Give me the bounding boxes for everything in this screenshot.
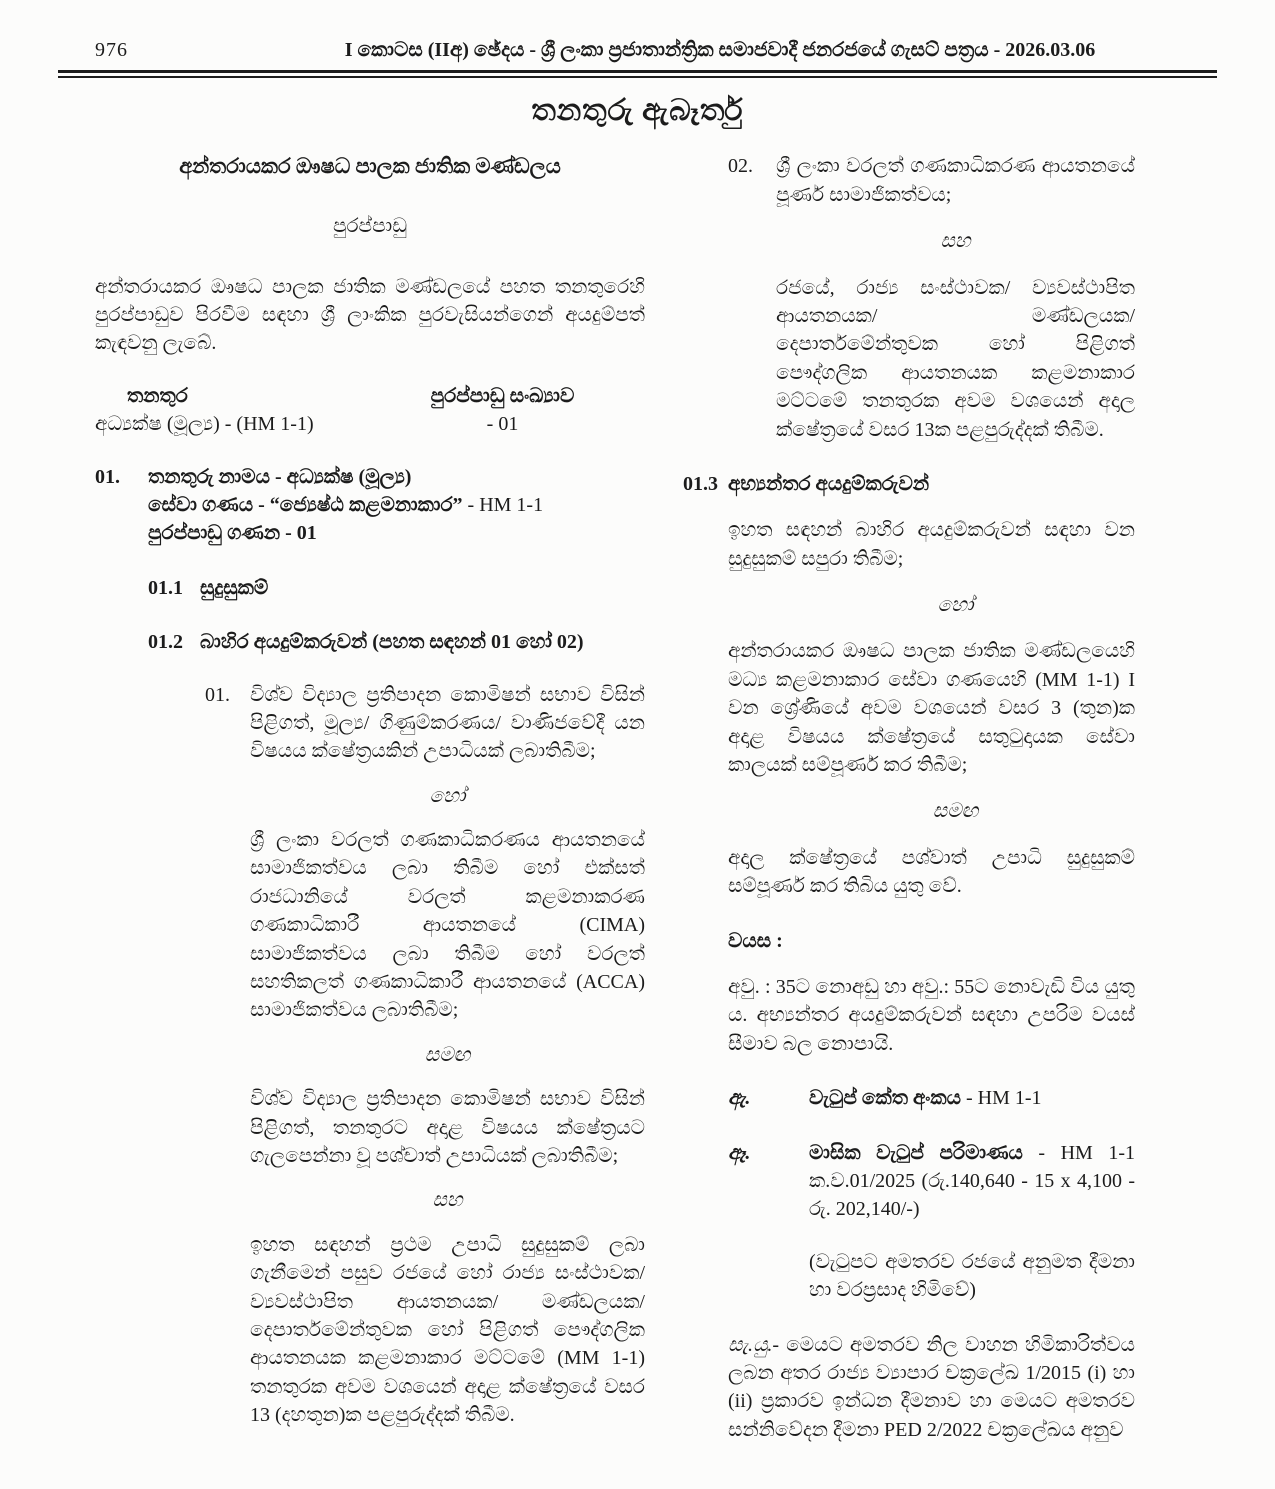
salary-code-value: - HM 1-1 — [961, 1087, 1042, 1110]
postgraduate-requirement-paragraph: අදාල ක්ෂේත්‍රයේ පශ්වාත් උපාධි සුදුසුකම් සම්පූර්ණ කර තිබිය යුතු වේ. — [728, 846, 1135, 898]
section-01-body — [148, 463, 645, 548]
qualification-item-01-number: 01. — [205, 683, 230, 706]
age-limit-paragraph: අවු. : 35ට නොඅඩු හා අවු.: 55ට නොවැඩි විය යුතු ය. අභ්‍යන්තර අයදුම්කරුවන් සඳහා උපරිම වයස් සීමාව බල නොපායි. — [728, 975, 1135, 1055]
allowance-note: (වැටුපට අමතරව රජයේ අනුමත දීමනා හා වරප්‍රසාද හිමිවේ) — [809, 1250, 1135, 1302]
salary-scale-item — [728, 1139, 1135, 1224]
special-note-text: මෙයට අමතරව නිල වාහන හිමිකාරිත්වය ලබන අතර රාජ්‍ය ව්‍යාපාර චක්‍රලේඛ 1/2015 (i) හා (ii) ප්‍රකාරව ඉන්ධන දීමනාව හා මෙයට අමතරව සන්නිවේදන දීමනා PED 2/2022 චක්‍රලේඛය අනුව — [728, 1333, 1135, 1441]
salary-code-item — [728, 1084, 1135, 1112]
post-name-cell: අධ්‍යක්ෂ (මූල්‍ය) - (HM 1-1) — [95, 413, 314, 436]
qualification-item-01 — [95, 681, 645, 766]
salary-scale-line — [809, 1139, 1135, 1224]
vacancy-count-cell: - 01 — [486, 413, 519, 436]
vacancy-table-row — [95, 410, 645, 438]
section-012-title: බාහිර අයදුම්කරුවන් (පහත සඳහන් 01 හෝ 02) — [200, 631, 584, 654]
post-column-header: තනතුර — [127, 384, 188, 407]
left-column — [95, 152, 645, 1444]
qualification-item-01-text: විශ්ව විද්‍යාල ප්‍රතිපාදන කොමිෂන් සභාව විසින් පිළිගත්, මූල්‍ය/ ගිණුම්කරණය/ වාණිජවේදී යන විෂයය ක්ෂේත්‍රයකින් උපාධියක් ලබාතිබීම; — [250, 683, 645, 763]
conjunction-and: සහ — [432, 1189, 463, 1212]
conjunction-with: සමඟ — [424, 1043, 471, 1066]
section-011-number: 01.1 — [148, 576, 183, 599]
section-013-title: අභ්‍යන්තර අයදුම්කරුවන් — [728, 472, 930, 495]
section-012-external-applicants — [95, 628, 645, 656]
conjunction-and-right: සහ — [940, 230, 971, 253]
qualification-item-02-text: ශ්‍රී ලංකා වරලත් ගණකාධිකරණ ආයතනයේ පූර්ණ සාමාජිකත්වය; — [776, 155, 1135, 206]
vacancy-table-header-row — [95, 382, 645, 410]
conjunction-with-right: සමඟ — [932, 800, 979, 823]
special-note-paragraph — [728, 1331, 1135, 1445]
service-grade-code: - HM 1-1 — [462, 493, 544, 516]
intro-paragraph: අන්තරායකර ඖෂධ පාලක ජාතික මණ්ඩලයේ පහත තනතුරෙහි පුරප්පාඩුව පිරවීම සඳහා ශ්‍රී ලාංකික පුරවැසියන්ගෙන් අයදුම්පත් කැඳවනු ලැබේ. — [95, 275, 645, 355]
qualification-item-02-number: 02. — [728, 155, 753, 178]
salary-code-line — [809, 1084, 1135, 1112]
salary-code-label: වැටුප් කේත අංකය — [809, 1087, 961, 1110]
cima-membership-paragraph: ශ්‍රී ලංකා වරලත් ගණකාධිකරණය ආයතනයේ සාමාජිකත්වය ලබා තිබීම හෝ එක්සත් රාජධානියේ වරලත් කළමනාකරණ ගණකාධිකාරී ආයතනයේ (CIMA) සාමාජිකත්වය ලබා තිබීම හෝ වරලත් සහතිකලත් ගණකාධිකාරී ආයතනයේ (ACCA) සාමාජිකත්වය ලබාතිබීම; — [250, 829, 645, 1022]
salary-code-marker: ඇ. — [728, 1087, 751, 1110]
special-note-marker: සැ.යු.- — [728, 1333, 780, 1356]
experience-paragraph-right: රජයේ, රාජ්‍ය සංස්ථාවක/ ව්‍යවස්ථාපිත ආයතනයක/ මණ්ඩලයක/දෙපාර්තමේන්තුවක හෝ පිළිගත් පෞද්ගලික ආයතනයක කළමනාකාර මට්ටමේ තනතුරක අවම වශයෙන් අදාල ක්ෂේත්‍රයේ වසර 13ක පළපුරුද්දක් තිබීම. — [776, 276, 1135, 441]
gazette-header-line: I කොටස (IIඅ) ඡේදය - ශ්‍රී ලංකා ප්‍රජාතාන්ත්‍රික සමාජවාදී ජනරජයේ ගැසට් පත්‍රය - 2026.03.06 — [344, 39, 1096, 61]
qualification-item-02 — [683, 152, 1135, 209]
internal-service-paragraph: අන්තරායකර ඖෂධ පාලක ජාතික මණ්ඩලයෙහි මධ්‍ය කළමනාකාර සේවා ගණයෙහි (MM 1-1) I වන ශ්‍රේණියේ අවම වශයෙන් වසර 3 (තුන)ක අදාළ විෂයය ක්ෂේත්‍රයේ සතුටුදායක සේවා කාලයක් සම්පූර්ණ කර තිබීම; — [728, 640, 1135, 777]
service-grade-bold: සේවා ගණය - “ජ්‍යෙෂ්ඨ කළමනාකාර” — [148, 493, 463, 516]
experience-paragraph: ඉහත සඳහන් ප්‍රථම උපාධි සුදුසුකම් ලබා ගැනීමෙන් පසුව රජයේ හෝ රාජ්‍ය සංස්ථාවක/ ව්‍යවස්ථාපිත ආයතනයක/ මණ්ඩලයක/ දෙපාර්තමේන්තුවක හෝ පිළිගත් පෞද්ගලික ආයතනයක කළමනාකාර මට්ටමේ (MM 1-1) තනතුරක අවම වශයෙන් අදාළ ක්ෂේත්‍රයේ වසර 13 (දහතුන)ක පළපුරුද්දක් තිබීම. — [250, 1233, 645, 1427]
content-columns — [0, 152, 1275, 1444]
section-011-title: සුදුසුකම් — [200, 576, 269, 599]
section-013-internal-applicants — [683, 470, 1135, 498]
post-title-line: තනතුරු නාමය - අධ්‍යක්ෂ (මූල්‍ය) — [148, 465, 412, 488]
header-divider-rule — [58, 70, 1217, 78]
salary-scale-value: - HM 1-1 ක.ව.01/2025 (රු.140,640 - 15 x 4,100 - රු. 202,140/-) — [809, 1141, 1135, 1221]
vacancy-table — [95, 382, 645, 439]
external-qualifications-paragraph: ඉහත සඳහන් බාහිර අයදුම්කරුවන් සඳහා වන සුදුසුකම් සපුරා තිබීම; — [728, 519, 1135, 570]
salary-scale-marker: ඈ. — [728, 1141, 751, 1164]
section-011-qualifications — [95, 574, 645, 602]
vacancies-subtitle: පුරප්පාඩු — [332, 215, 408, 238]
conjunction-or-right: හෝ — [937, 594, 974, 617]
conjunction-or: හෝ — [429, 784, 466, 807]
section-01-number: 01. — [95, 465, 120, 488]
page-number: 976 — [95, 39, 128, 61]
document-title: තනතුරු ඇබෑර්තු — [531, 94, 744, 128]
organization-title: අන්තරායකර ඖෂධ පාලක ජාතික මණ්ඩලය — [179, 154, 561, 179]
section-01-post — [95, 463, 645, 548]
service-grade-line — [148, 491, 645, 519]
section-013-number: 01.3 — [683, 472, 718, 495]
count-column-header: පුරප්පාඩු සංඛ්‍යාව — [430, 384, 575, 407]
section-012-number: 01.2 — [148, 631, 183, 654]
postgraduate-paragraph: විශ්ව විද්‍යාල ප්‍රතිපාදන කොමිෂන් සභාව විසින් පිළිගත්, තනතුරට අදාළ විෂයය ක්ෂේත්‍රයට ගැලපෙන්නා වූ පශ්චාත් උපාධියක් ලබාතිබීම; — [250, 1088, 645, 1167]
salary-scale-label: මාසික වැටුප් පරිමාණය — [809, 1141, 1023, 1164]
page-header — [0, 0, 1275, 64]
age-label: වයස : — [728, 929, 783, 952]
vacancy-count-line: පුරප්පාඩු ගණන - 01 — [148, 522, 317, 545]
right-column — [683, 152, 1135, 1444]
